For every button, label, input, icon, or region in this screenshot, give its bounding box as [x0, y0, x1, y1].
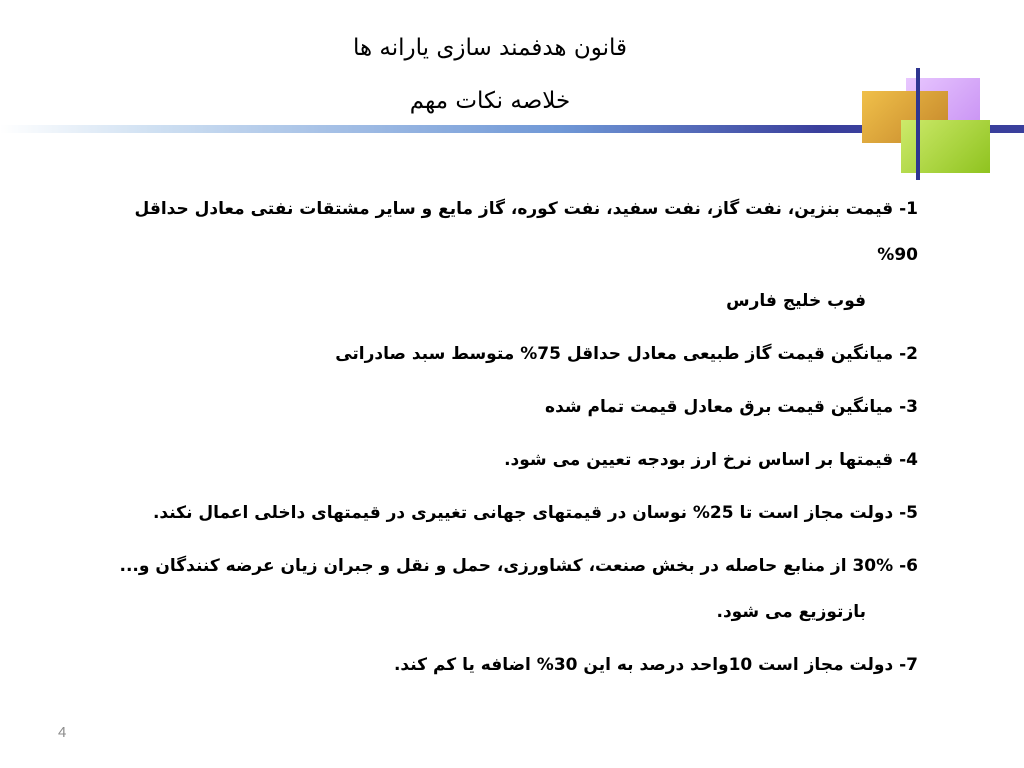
- list-item: [100, 331, 918, 377]
- list-item: [100, 186, 918, 324]
- decor-square-green: [901, 120, 990, 173]
- list-item-text: 1- قیمت بنزین، نفت گاز، نفت سفید، نفت کوره، گاز مایع و سایر مشتقات نفتی معادل حداقل 90%: [134, 199, 918, 265]
- content-list: [100, 186, 918, 695]
- list-item-continuation: فوب خلیج فارس: [726, 291, 866, 311]
- list-item-text: 7- دولت مجاز است 10واحد درصد به این 30% اضافه یا کم کند.: [393, 655, 918, 675]
- list-item-text: 6- 30% از منابع حاصله در بخش صنعت، کشاورزی، حمل و نقل و جبران زیان عرضه کنندگان و...: [119, 556, 918, 576]
- list-item-text: 2- میانگین قیمت گاز طبیعی معادل حداقل 75% متوسط سبد صادراتی: [335, 344, 918, 364]
- slide-subtitle: خلاصه نکات مهم: [409, 88, 571, 114]
- list-item-text: 3- میانگین قیمت برق معادل قیمت تمام شده: [545, 397, 918, 417]
- list-item: [100, 642, 918, 688]
- decor-vertical-line: [916, 68, 920, 180]
- list-item: [100, 437, 918, 483]
- list-item-text: 4- قیمتها بر اساس نرخ ارز بودجه تعیین می شود.: [504, 450, 918, 470]
- list-item: [100, 490, 918, 536]
- slide-title: قانون هدفمند سازی یارانه ها: [352, 35, 628, 61]
- slide-number: 4: [58, 724, 67, 741]
- list-item-text: 5- دولت مجاز است تا 25% نوسان در قیمتهای جهانی تغییری در قیمتهای داخلی اعمال نکند.: [152, 503, 918, 523]
- list-item: [100, 384, 918, 430]
- list-item: [100, 543, 918, 635]
- list-item-continuation: بازتوزیع می شود.: [716, 602, 866, 622]
